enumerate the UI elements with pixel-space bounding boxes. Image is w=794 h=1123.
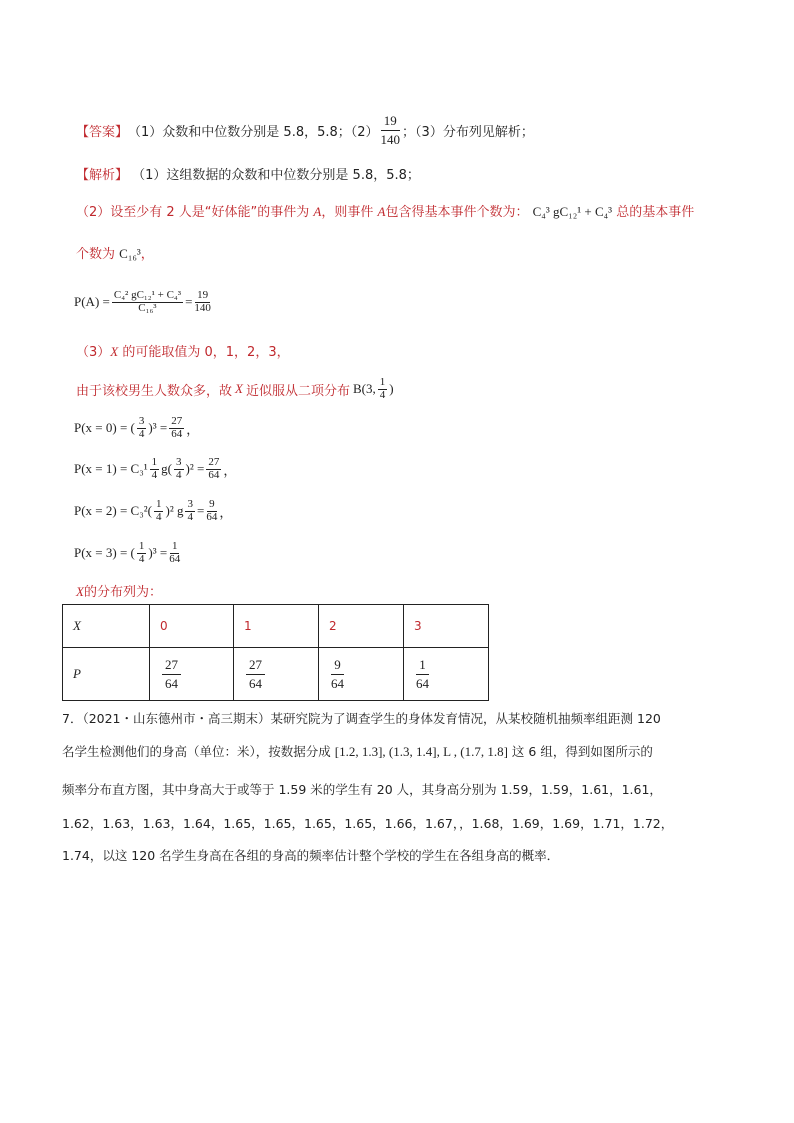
prob-0-num: 27: [162, 658, 181, 675]
line3-text-b: ，: [140, 247, 154, 262]
table-cell: [319, 648, 404, 701]
p0-fn: 3: [138, 414, 145, 427]
line6-text-b: 近似服从二项分布: [245, 383, 350, 399]
p1-mid: g(: [161, 461, 172, 476]
total-combination: C₁₆³: [119, 246, 141, 261]
var-x-3: X: [76, 584, 84, 599]
problem7-line-5: 1.74，以这 120 名学生身高在各组的身高的频率估计整个学校的学生在各组身高的概率．: [62, 848, 560, 863]
p2-f1n: 1: [155, 497, 162, 510]
p3-fn: 1: [138, 539, 145, 552]
p2-rd: 64: [206, 510, 218, 523]
problem7-line-4: 1.62，1.63，1.63，1.64，1.65，1.65，1.65，1.65，1.66，1.67，，1.68，1.69，1.69，1.71，1.72，: [62, 816, 674, 831]
table-head-text: X: [73, 618, 81, 633]
p2-lhs: P(x = 2) = C₃²(: [74, 503, 152, 518]
row-label-p: P: [73, 666, 81, 681]
table-row: [63, 605, 489, 648]
var-x: X: [110, 344, 119, 359]
p1-rn: 27: [208, 455, 220, 468]
problem7-line-2: [62, 742, 653, 760]
p3-mid: )³ =: [148, 545, 168, 560]
analysis-line-2: [76, 201, 694, 220]
prob-1-den: 64: [249, 675, 262, 691]
p7-line2-a: 名学生检测他们的身高（单位：米），按数据分成: [62, 744, 331, 759]
prob-2-num: 9: [331, 658, 344, 675]
prob-1-num: 27: [246, 658, 265, 675]
p2-f2n: 3: [187, 497, 193, 510]
prob-2-den: 64: [331, 675, 344, 691]
pa-result: [194, 290, 211, 314]
p0-formula: [74, 410, 199, 446]
pa-den: C₁₆³: [138, 301, 157, 314]
p0-fd: 4: [138, 427, 145, 440]
p0-end: ，: [186, 421, 200, 437]
line2-text-a: （2）设至少有 2 人是“好体能”的事件为: [76, 205, 310, 220]
p0-lhs: P(x = 0) = (: [74, 420, 135, 435]
table-head-x: [63, 605, 150, 648]
pa-eq: =: [185, 294, 193, 309]
p1-f1n: 1: [151, 455, 158, 468]
p0-rd: 64: [171, 427, 183, 440]
pa-num: C₄² gC₁₂¹ + C₄³: [113, 288, 182, 301]
p3-rn: 1: [171, 539, 178, 552]
problem7-line-3: 频率分布直方图，其中身高大于或等于 1.59 米的学生有 20 人，其身高分别为 1.59，1.59，1.61，1.61，: [62, 782, 662, 797]
problem7-line-1: 7．（2021・山东德州市・高三期末）某研究院为了调查学生的身体发育情况，从某校随机抽频率组距测 120: [62, 711, 661, 726]
p1-lhs: P(x = 1) = C₃¹: [74, 461, 148, 476]
var-a-2: A: [377, 204, 386, 219]
prob-3-num: 1: [416, 658, 429, 675]
analysis-line-6: [76, 374, 394, 404]
binom-den: 4: [379, 388, 386, 401]
p1-f2n: 3: [176, 455, 182, 468]
value-3: 3: [414, 619, 422, 633]
p1-formula: [74, 451, 236, 487]
p1-end: ，: [223, 462, 237, 478]
p2-rn: 9: [209, 497, 215, 510]
line5-text-a: （3）: [76, 345, 111, 360]
p3-fd: 4: [138, 552, 145, 565]
table-cell: [234, 605, 319, 648]
line5-text-b: 的可能取值为 0，1，2，3，: [122, 345, 290, 360]
p1-rd: 64: [208, 468, 220, 481]
p2-formula: [74, 493, 232, 529]
pa-result-num: 19: [197, 288, 209, 301]
table-cell: [234, 648, 319, 701]
answer-line: [76, 110, 534, 150]
p3-rd: 64: [169, 552, 181, 565]
binom-pre: B(3,: [352, 381, 376, 396]
line2-text-b: ，则事件: [321, 205, 374, 220]
p2-f1d: 4: [155, 510, 162, 523]
line6-text-a: 由于该校男生人数众多，故: [76, 383, 233, 399]
binom-post: ): [389, 381, 394, 396]
var-a: A: [313, 204, 322, 219]
line2-text-c: 包含得基本事件个数为：: [385, 205, 529, 220]
p2-mid: )² g: [165, 503, 184, 518]
p2-eq: =: [196, 503, 205, 518]
table-cell: [319, 605, 404, 648]
table-cell: [404, 605, 489, 648]
value-0: 0: [160, 619, 168, 633]
table-cell: [150, 605, 234, 648]
combination-expr: C₄³ gC₁₂¹ + C₄³: [532, 204, 613, 219]
analysis-line-3: [76, 243, 154, 262]
pa-fraction: [112, 290, 183, 314]
prob-3-den: 64: [416, 675, 429, 691]
analysis-line1-text: （1）这组数据的众数和中位数分别是 5.8，5.8；: [132, 168, 420, 183]
value-2: 2: [329, 619, 337, 633]
binom-num: 1: [379, 375, 386, 388]
answer-part1: （1）众数和中位数分别是 5.8，5.8；（2）: [128, 124, 379, 140]
prob-0-den: 64: [165, 675, 178, 691]
answer-frac-den: 140: [380, 131, 401, 147]
var-x-2: X: [235, 381, 243, 396]
line3-text-a: 个数为: [76, 247, 116, 262]
answer-tag: 【答案】: [76, 124, 129, 140]
answer-frac-num: 19: [381, 114, 400, 131]
binom-fraction: [378, 377, 388, 401]
value-1: 1: [244, 619, 252, 633]
p1-f2d: 4: [176, 468, 182, 481]
table-row: [63, 648, 489, 701]
pa-lhs: P(A) =: [74, 294, 110, 309]
p1-f1d: 4: [151, 468, 158, 481]
analysis-tag: 【解析】: [76, 168, 129, 183]
p2-end: ，: [219, 504, 233, 520]
distribution-table: [62, 604, 489, 701]
answer-fraction: [381, 114, 401, 146]
p0-rn: 27: [171, 414, 183, 427]
line2-text-d: 总的基本事件: [616, 205, 695, 220]
p3-formula: [74, 535, 182, 571]
p2-f2d: 4: [187, 510, 193, 523]
distribution-label: [76, 581, 162, 600]
p1-pow: )² =: [185, 461, 205, 476]
p7-intervals: [1.2, 1.3], (1.3, 1.4], L , (1.7, 1.8]: [334, 744, 508, 759]
table-head-p: [63, 648, 150, 701]
dist-label-text: 的分布列为：: [83, 585, 162, 600]
answer-part2: ；（3）分布列见解析；: [402, 124, 534, 140]
pa-result-den: 140: [194, 301, 211, 314]
analysis-line-5: [76, 341, 290, 360]
table-cell: [150, 648, 234, 701]
p7-line2-b: 这 6 组，得到如图所示的: [511, 744, 653, 759]
pa-formula: [74, 282, 213, 322]
p0-mid: )³ =: [148, 420, 168, 435]
table-cell: [404, 648, 489, 701]
p3-lhs: P(x = 3) = (: [74, 545, 135, 560]
analysis-line-1: [76, 164, 420, 183]
